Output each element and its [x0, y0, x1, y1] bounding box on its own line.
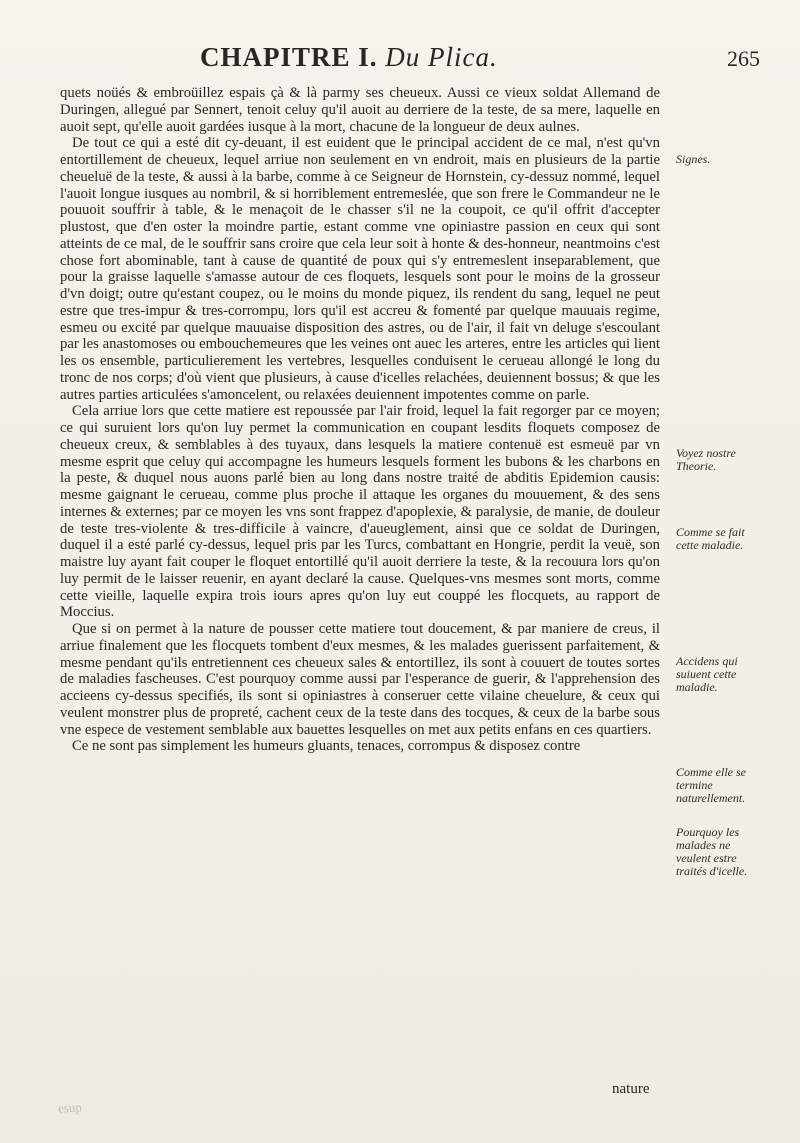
page-number: 265 — [727, 46, 760, 71]
running-head — [200, 42, 760, 82]
margin-note-why: Pourquoy les malades ne veulent estre traités d'icelle. — [676, 825, 748, 878]
paragraph: quets noüés & embroüillez espais çà & là parmy ses cheueux. Aussi ce vieux soldat Allemand de Duringen, allegué par Sennert, tenoit celuy qu'il auoit au derriere de la teste, de sa mere, laquelle en auoit sept, qu'elle auoit gardées iusque à la mort, chacune de la longueur de deux aulnes. — [60, 85, 660, 135]
margin-note-cause: Comme se fait cette maladie. — [676, 525, 745, 552]
paragraph: Cela arriue lors que cette matiere est repoussée par l'air froid, lequel la fait regorger par ce moyen; ce qui suruient lors qu'on luy permet la communication en coupant lesdits floquets composez de cheueux creux, & semblables à des tuyaux, dans lesquels la matiere contenuë est esmeuë par vn mesme esprit que celuy qui accompagne les humeurs lesquels forment les bubons & les charbons en la peste, & duquel nous auons parlé bien au long dans nostre traité de abditis Epidemion causis: mesme gaignant le cerueau, comme plus proche il attaque les organes du mouuement, & des sens internes & externes; par ce moyen les vns sont frappez d'apoplexie, & paralysie, de manie, de douleur de teste tres-violente & tres-difficile à vaincre, d'aueuglement, ainsi que ce soldat de Duringen, duquel il a esté parlé cy-dessus, lequel pris par les Turcs, combattant en Hongrie, perdit la veuë, son maistre luy ayant fait couper le floquet entortillé qu'il auoit derriere la teste, & la recouura lors qu'on luy permit de le laisser reuenir, en ayant declaré la cause. Quelques-vns mesmes sont morts, comme cette vieille, laquelle expira trois iours apres qu'on luy eut couppé les flocquets, au rapport de Moccius. — [60, 403, 660, 621]
chapter-title — [200, 42, 498, 73]
bleed-through-mark: esup — [57, 1099, 83, 1116]
margin-note-signs: Signes. — [676, 152, 711, 166]
body-text — [60, 85, 660, 755]
paragraph: Que si on permet à la nature de pousser cette matiere tout doucement, & par maniere de creus, il arriue finalement que les flocquets tombent d'eux mesmes, & les malades guerissent parfaitement, & mesme pendant qu'ils entretiennent ces cheueux sales & entortillez, ils sont à couuert de toutes sortes de maladies fascheuses. C'est pourquoy comme aussi par l'esperance de guerir, & l'apprehension des accieens cy-dessus specifiés, ils sont si opiniastres à conseruer cette vilaine cheuelure, & ceux qui veulent monstrer plus de propreté, cachent ceux de la teste dans des tocques, & ceux de la barbe sous vne espece de vestement semblable aux bauettes lesquelles on met aux petits enfans en ces quartiers. — [60, 621, 660, 738]
chapter-label: CHAPITRE I. — [200, 42, 378, 72]
margin-note-termination: Comme elle se termine naturellement. — [676, 765, 746, 805]
margin-note-accidents: Accidens qui suiuent cette maladie. — [676, 654, 738, 694]
paragraph: De tout ce qui a esté dit cy-deuant, il est euident que le principal accident de ce mal, n'est qu'vn entortillement de cheueux, lequel arriue non seulement en vn endroit, mais en plusieurs de la partie cheueluë de la teste, & aussi à la barbe, comme à ce Seigneur de Hornstein, cy-dessuz nommé, lequel l'auoit longue iusques au nombril, & si horriblement entremeslée, que son frere le Commandeur ne le pouuoit souffrir à table, & le menaçoit de le chasser s'il ne la coupoit, ce qu'il offrit d'accepter plustost, que d'en oster la moindre partie, estant comme vne opiniastre passion en ceux qui sont atteints de ce mal, de le souffrir sans croire que cela leur soit à honte & des-honneur, neantmoins c'est chose fort abominable, tant à cause de quantité de poux qui s'y entremeslent inseparablement, que pour la graisse laquelle s'amasse autour de ces floquets, lesquels sont pour le moins de la grosseur d'vn doigt; outre qu'estant coupez, ou le moins du monde piquez, ils rendent du sang, lequel ne peut estre que tres-impur & tres-corrompu, lors qu'il est accreu & fomenté par quelque mauuais regime, esmeu ou excité par quelque mauuaise disposition des astres, ou de l'air, il fait vn deluge s'escoulant par les anastomoses ou embouchemeures que les veines ont auec les arteres, entre les articles qui lient les os ensemble, particulierement les vertebres, lesquelles conduisent le cerueau allongé le long du tronc de nos corps; d'où vient que plusieurs, à cause d'icelles relachées, deuiennent bossus; & que les autres parties articulées s'amoncelent, ou relaxées deuiennent impotentes comme on parle. — [60, 135, 660, 403]
chapter-subject: Du Plica. — [385, 42, 498, 72]
catchword: nature — [612, 1081, 650, 1097]
margin-note-theory: Voyez nostre Theorie. — [676, 446, 736, 473]
paragraph: Ce ne sont pas simplement les humeurs gluants, tenaces, corrompus & disposez contre — [72, 738, 581, 755]
